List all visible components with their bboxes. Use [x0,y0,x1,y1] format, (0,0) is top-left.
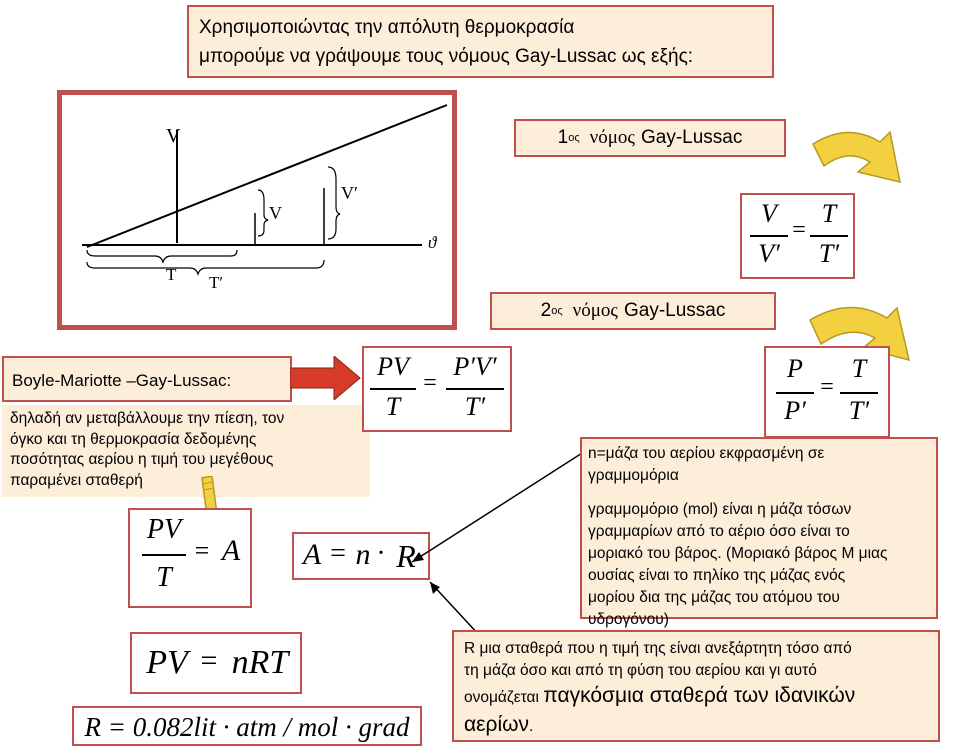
gas-line [87,105,447,247]
f1-rhs-num: T [821,199,837,228]
r-info-emphasis: παγκόσμια σταθερά των ιδανικών [543,684,856,707]
f1-lhs-den: V′ [758,239,780,268]
graph-v-small: V [269,203,282,223]
n-info-line: γραμμομόρια [588,467,679,484]
f2-lhs-den: P′ [784,396,806,425]
right-arrow-icon [290,356,362,400]
gas-constant-value: R = 0.082lit · atm / mol · grad [72,706,422,746]
f2-eq: = [820,374,834,400]
boyle-desc-line: ποσότητας αερίου η τιμή του μεγέθους [10,451,274,468]
f2-lhs-line [776,392,814,394]
pointer-lines [410,440,600,640]
law2-greek: νόμος [572,300,618,321]
f2-lhs-num: P [787,354,803,383]
boyle-mariotte-description [2,405,370,497]
comb-eq: = [423,370,437,396]
graph-svg [62,95,452,325]
combined-gas-law-formula [362,346,512,432]
f1-rhs-den: T′ [818,239,840,268]
pvta-line [142,554,186,556]
v-prime-brace [328,167,340,239]
r-info-prefix: ονομάζεται [464,689,539,706]
n-info-line: μοριακό του βάρος. (Μοριακό βάρος Μ μιας [588,545,888,562]
law1-ordinal: ος [568,132,580,144]
r-info-end: . [529,718,534,735]
comb-lhs-num: PV [377,352,409,381]
boyle-desc-line: παραμένει σταθερή [10,471,143,489]
igl-eq: = [200,644,218,677]
graph-t-prime: T′ [209,273,224,292]
r-info-emphasis-2: αερίων [464,713,530,736]
law2-label [490,292,776,330]
pv-over-t-equals-a-formula [128,508,252,608]
gas-constant-description [452,630,940,742]
law1-number: 1 [557,127,569,148]
law2-ordinal: ος [551,305,563,317]
arrowhead-icon [412,552,424,562]
mole-definition-box [580,437,938,628]
pvta-den: T [156,562,172,593]
volume-temperature-graph [57,90,457,330]
f1-lhs-num: V [761,199,777,228]
formula-gay-lussac-2 [764,346,890,438]
n-info-line: γραμμαρίων από το αέριο όσο είναι το [588,523,850,540]
graph-v-label: V [166,125,181,147]
n-info-line: ουσίας είναι το πηλίκο της μάζας ενός [588,567,846,584]
anr-eq: = [330,538,346,569]
law2-name: Gay-Lussac [623,300,726,321]
graph-v-prime: V′ [341,183,358,203]
pvta-rhs: A [221,534,241,567]
title-line-2: μπορούμε να γράψουμε τους νόμους Gay-Lussac ως εξής: [199,46,694,67]
comb-rhs-num: P′V′ [453,352,497,381]
n-info-line: μορίου δια της μάζας του ατόμου του [588,589,840,606]
r-info-line [464,682,928,712]
n-info-line: n=μάζα του αερίου εκφρασμένη σε [588,445,825,462]
law1-greek: νόμος [589,127,635,148]
r-info-line [464,712,928,740]
law1-label [514,119,786,157]
anr-lhs: A [302,538,322,571]
v-brace [258,190,268,236]
f1-lhs-line [750,235,788,237]
anr-dot: · [376,538,386,569]
anr-r: R [396,538,416,574]
pvta-num: PV [146,514,182,545]
comb-rhs-den: T′ [464,392,486,421]
f1-eq: = [792,217,806,243]
boyle-mariotte-label: Boyle-Mariotte –Gay-Lussac: [2,356,292,402]
f2-rhs-line [840,392,878,394]
boyle-desc-line: όγκο και τη θερμοκρασία δεδομένης [10,430,257,448]
n-info-line: υδρογόνου) [588,611,669,628]
pvta-eq: = [194,536,210,565]
ideal-gas-law-formula [130,632,302,694]
law2-number: 2 [540,300,552,321]
comb-lhs-den: T [385,392,401,421]
f2-rhs-den: T′ [848,396,870,425]
r-info-line: R μια σταθερά που η τιμή της είναι ανεξάρτητη τόσο από [464,640,852,657]
graph-t-small: T [166,265,177,284]
igl-lhs: PV [146,644,188,681]
comb-rhs-line [446,388,504,390]
graph-theta-label: ϑ [428,233,437,252]
igl-rhs: nRT [231,644,289,681]
title-line-1: Χρησιμοποιώντας την απόλυτη θερμοκρασία [199,17,575,38]
t-brace [87,250,237,262]
r-pointer-line [430,582,480,636]
comb-lhs-line [370,388,416,390]
t-prime-brace [87,260,324,274]
f2-rhs-num: T [851,354,867,383]
r-info-line: τη μάζα όσο και από τη φύση του αερίου και γι αυτό [464,662,817,679]
anr-n: n [355,538,371,571]
title-box [187,5,774,78]
boyle-desc-line: δηλαδή αν μεταβάλλουμε την πίεση, τον [10,410,285,427]
formula-gay-lussac-1 [740,193,855,279]
n-pointer-line [412,448,590,562]
f1-rhs-line [810,235,848,237]
law1-name: Gay-Lussac [640,127,743,148]
n-info-line: γραμμομόριο (mol) είναι η μάζα τόσων [588,501,852,518]
